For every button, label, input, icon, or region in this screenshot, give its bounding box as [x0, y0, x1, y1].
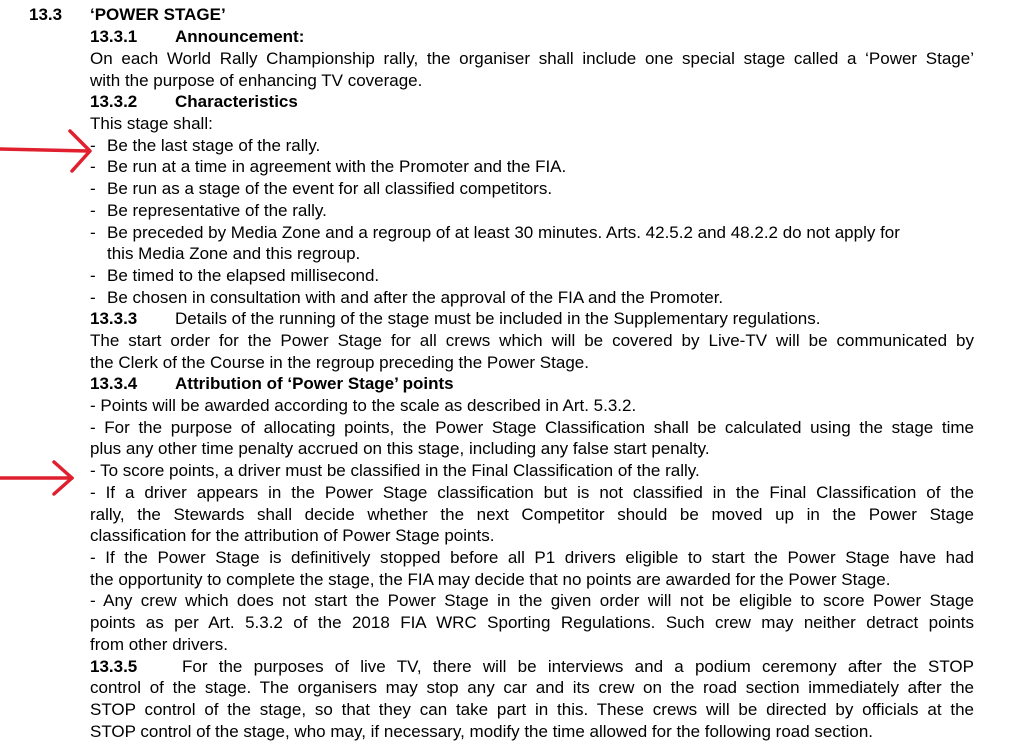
paragraph-line: The start order for the Power Stage for all crews which will be covered by Live-TV will be communicated by — [90, 331, 974, 350]
arrow-shaft — [0, 149, 88, 151]
paragraph-line: STOP control of the stage, who may, if necessary, modify the time allowed for the following road section. — [90, 722, 874, 741]
section-number: 13.3 — [29, 5, 63, 24]
list-item-text: Be run at a time in agreement with the Promoter and the FIA. — [107, 157, 567, 176]
paragraph-line: rally, the Stewards shall decide whether the next Competitor should be moved up in the Power Stage — [90, 505, 974, 524]
list-item-text: Be run as a stage of the event for all classified competitors. — [107, 179, 553, 198]
paragraph-line: On each World Rally Championship rally, the organiser shall include one special stage called a ‘Power Stage’ — [90, 49, 974, 68]
paragraph-line: - If the Power Stage is definitively stopped before all P1 drivers eligible to start the Power Stage have had — [90, 548, 974, 567]
subsection-title: Attribution of ‘Power Stage’ points — [175, 374, 454, 393]
list-item-text: this Media Zone and this regroup. — [107, 244, 361, 263]
list-dash: - — [90, 157, 96, 176]
paragraph-line: plus any other time penalty accrued on this stage, including any false start penalty. — [90, 439, 710, 458]
paragraph-line: from other drivers. — [90, 635, 228, 654]
subsection-number: 13.3.3 — [90, 309, 138, 328]
paragraph-line: This stage shall: — [90, 114, 213, 133]
paragraph-line: the opportunity to complete the stage, the FIA may decide that no points are awarded for the Power Stage. — [90, 570, 891, 589]
list-item-text: Be chosen in consultation with and after the approval of the FIA and the Promoter. — [107, 288, 724, 307]
list-item-text: Be representative of the rally. — [107, 201, 327, 220]
paragraph-line: control of the stage. The organisers may stop any car and its crew on the road section immediately after the — [90, 678, 974, 697]
subsection-number: 13.3.4 — [90, 374, 138, 393]
list-dash: - — [90, 136, 96, 155]
paragraph-line: - To score points, a driver must be classified in the Final Classification of the rally. — [90, 461, 700, 480]
paragraph-line: with the purpose of enhancing TV coverage. — [90, 71, 423, 90]
subsection-number: 13.3.5 — [90, 657, 138, 676]
paragraph-line: - If a driver appears in the Power Stage classification but is not classified in the Final Classification of the — [90, 483, 974, 502]
subsection-number: 13.3.2 — [90, 92, 138, 111]
subsection-number: 13.3.1 — [90, 27, 138, 46]
subsection-text: Details of the running of the stage must be included in the Supplementary regulations. — [175, 309, 821, 328]
list-dash: - — [90, 288, 96, 307]
list-dash: - — [90, 201, 96, 220]
list-item-text: Be preceded by Media Zone and a regroup of at least 30 minutes. Arts. 42.5.2 and 48.2.2 do not apply for — [107, 223, 900, 242]
paragraph-line: STOP control of the stage, so that they can take part in this. These crews will be directed by officials at the — [90, 700, 974, 719]
subsection-title: Characteristics — [175, 92, 298, 111]
paragraph-line: classification for the attribution of Power Stage points. — [90, 526, 495, 545]
paragraph-line: points as per Art. 5.3.2 of the 2018 FIA WRC Sporting Regulations. Such crew may neither detract points — [90, 613, 974, 632]
subsection-title: Announcement: — [175, 27, 305, 46]
paragraph-line: - For the purpose of allocating points, the Power Stage Classification shall be calculated using the stage time — [90, 418, 974, 437]
subsection-text: For the purposes of live TV, there will be interviews and a podium ceremony after the STOP — [182, 657, 974, 676]
red-arrow-icon — [0, 458, 80, 498]
paragraph-line: - Any crew which does not start the Power Stage in the given order will not be eligible to score Power Stage — [90, 591, 974, 610]
red-arrow-icon — [0, 125, 98, 175]
list-dash: - — [90, 179, 96, 198]
list-item-text: Be the last stage of the rally. — [107, 136, 321, 155]
paragraph-line: the Clerk of the Course in the regroup preceding the Power Stage. — [90, 353, 589, 372]
list-dash: - — [90, 223, 96, 242]
list-item-text: Be timed to the elapsed millisecond. — [107, 266, 380, 285]
section-title: ‘POWER STAGE’ — [90, 5, 226, 24]
paragraph-line: - Points will be awarded according to the scale as described in Art. 5.3.2. — [90, 396, 637, 415]
list-dash: - — [90, 266, 96, 285]
